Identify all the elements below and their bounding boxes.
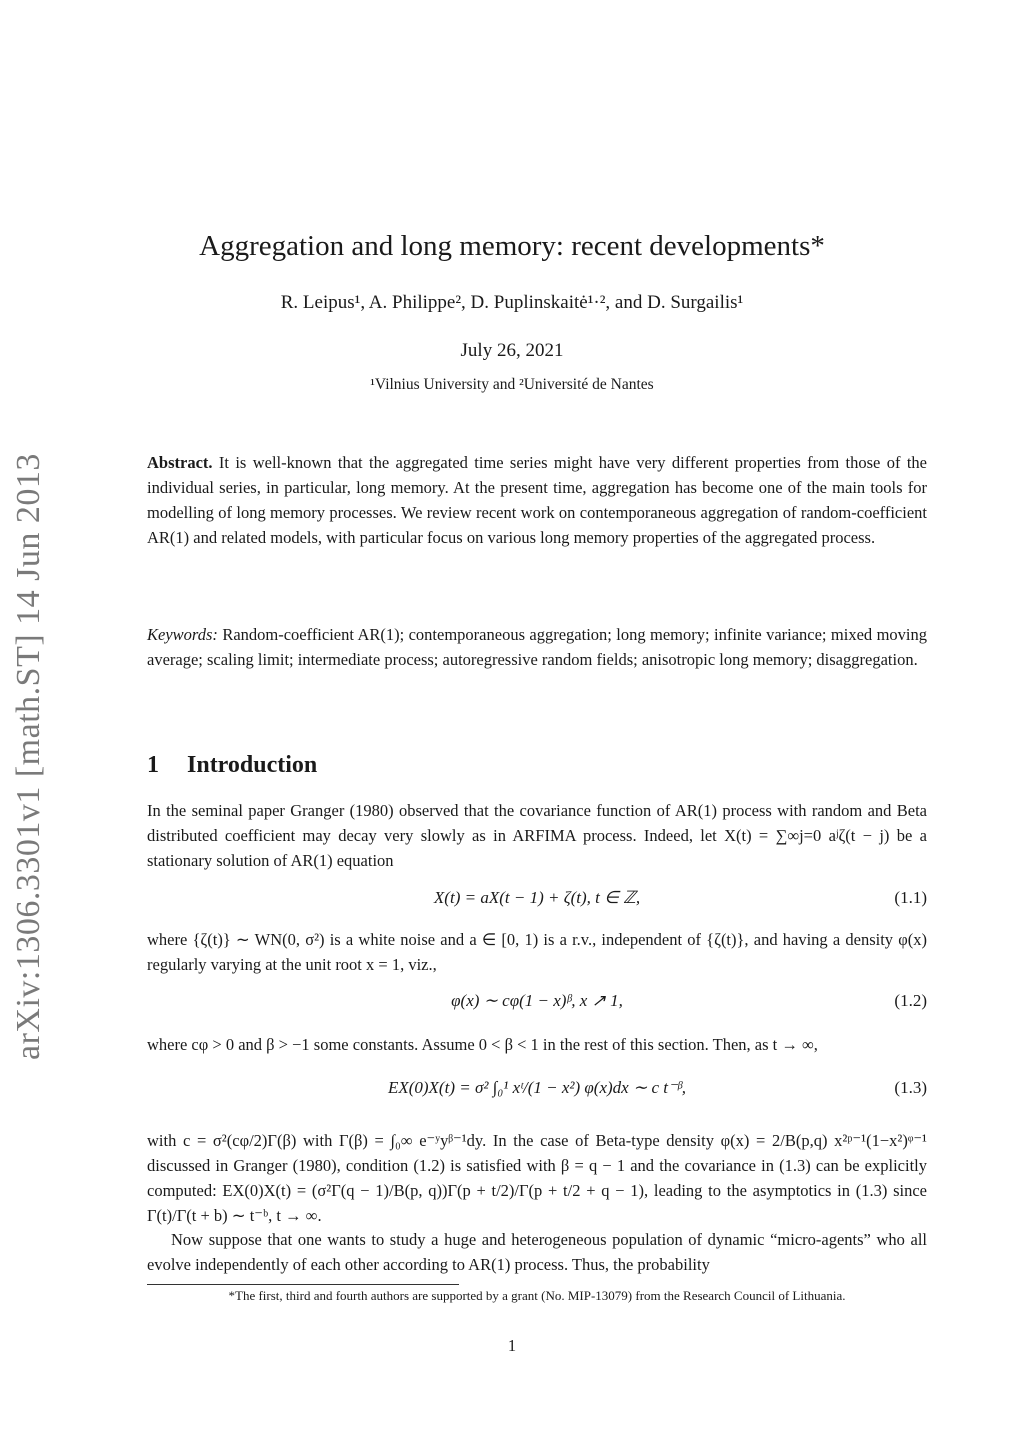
keywords-label: Keywords:	[147, 625, 218, 644]
equation-1-2-body: φ(x) ∼ cφ(1 − x)ᵝ, x ↗ 1,	[451, 991, 623, 1010]
equation-1-3-body: EX(0)X(t) = σ² ∫₀¹ xᵗ/(1 − x²) φ(x)dx ∼ c t⁻ᵝ,	[387, 1078, 687, 1097]
footnote: *The first, third and fourth authors are supported by a grant (No. MIP-13079) from the Research Council of Lithuania.	[228, 1288, 846, 1303]
paragraph-2	[147, 927, 927, 977]
section-title: Introduction	[187, 752, 318, 778]
equation-1-2-tag: (1.2)	[894, 991, 927, 1010]
footnote-rule	[147, 1284, 459, 1285]
arxiv-stamp: arXiv:1306.3301v1 [math.ST] 14 Jun 2013	[10, 453, 47, 1060]
abstract-text: It is well-known that the aggregated time series might have very different properties from those of the individual series, in particular, long memory. At the present time, aggregation has become one of the main tools for modelling of long memory processes. We review recent work on contemporaneous aggregation of random-coefficient AR(1) and related models, with particular focus on various long memory properties of the aggregated process.	[147, 453, 928, 547]
equation-1-1-body: X(t) = aX(t − 1) + ζ(t), t ∈ ℤ,	[433, 888, 641, 907]
equation-1-1	[147, 888, 927, 916]
section-heading	[147, 752, 317, 779]
keywords-block	[147, 622, 927, 672]
paragraph-1-text: In the seminal paper Granger (1980) observed that the covariance function of AR(1) process with random and Beta distributed coefficient may decay very slowly as in ARFIMA process. Indeed, let X(t) = ∑∞j=0 aʲζ(t − j) be a stationary solution of AR(1) equation	[147, 801, 927, 870]
paragraph-2-text: where {ζ(t)} ∼ WN(0, σ²) is a white noise and a ∈ [0, 1) is a r.v., independent of {ζ(t)}, and having a density φ(x) regularly varying at the unit root x = 1, viz.,	[147, 930, 927, 974]
section-number: 1	[147, 752, 159, 778]
keywords-text: Random-coefficient AR(1); contemporaneous aggregation; long memory; infinite variance; mixed moving average; scaling limit; intermediate process; autoregressive random fields; anisotropic long memory; disaggregation.	[147, 625, 928, 669]
equation-1-3-tag: (1.3)	[894, 1078, 927, 1097]
paragraph-5	[147, 1227, 927, 1277]
paragraph-1	[147, 798, 927, 873]
paragraph-4-text: with c = σ²(cφ/2)Γ(β) with Γ(β) = ∫₀∞ e⁻ʸyᵝ⁻¹dy. In the case of Beta-type density φ(x) = 2/B(p,q) x²ᵖ⁻¹(1−x²)ᵠ⁻¹ discussed in Granger (1980), condition (1.2) is satisfied with β = q − 1 and the covariance in (1.3) can be explicitly computed: EX(0)X(t) = (σ²Γ(q − 1)/B(p, q))Γ(p + t/2)/Γ(p + t/2 + q − 1), leading to the asymptotics in (1.3) since Γ(t)/Γ(t + b) ∼ t⁻ᵇ, t → ∞.	[147, 1131, 927, 1225]
abstract-label: Abstract.	[147, 453, 213, 472]
paragraph-3	[147, 1032, 927, 1057]
paragraph-5-text: Now suppose that one wants to study a huge and heterogeneous population of dynamic “micro-agents” who all evolve independently of each other according to AR(1) process. Thus, the probability	[147, 1230, 927, 1274]
page-number: 1	[507, 1336, 517, 1355]
paper-title: Aggregation and long memory: recent developments*	[199, 230, 825, 262]
author-list: R. Leipus¹, A. Philippe², D. Puplinskaitė¹·², and D. Surgailis¹	[280, 292, 744, 313]
equation-1-3	[147, 1068, 927, 1118]
equation-1-2	[147, 991, 927, 1019]
abstract-block	[147, 450, 927, 550]
affiliations: ¹Vilnius University and ²Université de Nantes	[370, 376, 654, 393]
paper-date: July 26, 2021	[460, 340, 564, 361]
paragraph-3-text: where cφ > 0 and β > −1 some constants. Assume 0 < β < 1 in the rest of this section. Then, as t → ∞,	[147, 1035, 818, 1054]
paragraph-4	[147, 1128, 927, 1228]
equation-1-1-tag: (1.1)	[894, 888, 927, 907]
